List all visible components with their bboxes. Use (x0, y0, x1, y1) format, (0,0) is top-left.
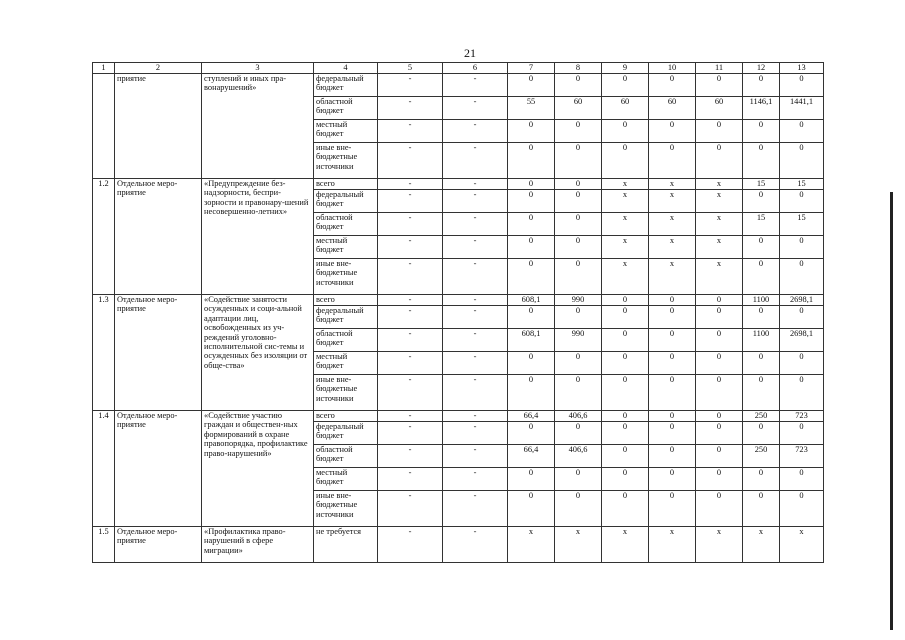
value-cell: 0 (508, 236, 555, 259)
value-cell: 0 (649, 445, 696, 468)
value-cell: 0 (555, 491, 602, 527)
row-index: 1.5 (93, 527, 115, 563)
measure-title: ступлений и иных пра-вонарушений» (202, 74, 314, 179)
value-cell: x (649, 259, 696, 295)
row-index: 1.3 (93, 295, 115, 411)
value-cell: 0 (649, 352, 696, 375)
value-cell: 0 (780, 190, 824, 213)
measure-title: «Содействие занятости осужденных и соци-альной адаптации лиц, освобожденных из уч-реждений уголовно-исполнительной сис-темы и осужденных без изоляции от обще-ства» (202, 295, 314, 411)
measure-type: Отдельное меро-приятие (115, 411, 202, 527)
value-cell: 0 (696, 352, 743, 375)
value-cell: 15 (780, 213, 824, 236)
col-header: 9 (602, 63, 649, 74)
value-cell: x (696, 213, 743, 236)
value-cell: 0 (780, 468, 824, 491)
value-cell: - (443, 236, 508, 259)
value-cell: 0 (743, 236, 780, 259)
value-cell: 0 (743, 120, 780, 143)
value-cell: 55 (508, 97, 555, 120)
value-cell: 0 (555, 259, 602, 295)
value-cell: x (602, 236, 649, 259)
value-cell: 723 (780, 411, 824, 422)
value-cell: 0 (649, 411, 696, 422)
funding-source: областной бюджет (314, 213, 378, 236)
value-cell: 0 (555, 143, 602, 179)
value-cell: 0 (696, 411, 743, 422)
value-cell: 60 (555, 97, 602, 120)
funding-source: федеральный бюджет (314, 422, 378, 445)
value-cell: 0 (602, 74, 649, 97)
value-cell: 0 (508, 120, 555, 143)
value-cell: 0 (743, 352, 780, 375)
value-cell: 0 (508, 213, 555, 236)
value-cell: 723 (780, 445, 824, 468)
col-header: 6 (443, 63, 508, 74)
value-cell: 0 (602, 411, 649, 422)
value-cell: 0 (649, 295, 696, 306)
value-cell: 0 (696, 74, 743, 97)
value-cell: x (602, 179, 649, 190)
measure-type: Отдельное меро-приятие (115, 179, 202, 295)
value-cell: 0 (696, 422, 743, 445)
value-cell: 0 (602, 306, 649, 329)
value-cell: - (378, 375, 443, 411)
value-cell: - (378, 236, 443, 259)
value-cell: 0 (508, 491, 555, 527)
value-cell: 0 (743, 375, 780, 411)
col-header: 10 (649, 63, 696, 74)
value-cell: 0 (649, 306, 696, 329)
value-cell: - (443, 411, 508, 422)
value-cell: 0 (508, 190, 555, 213)
value-cell: x (649, 179, 696, 190)
value-cell: 0 (649, 74, 696, 97)
value-cell: 0 (780, 236, 824, 259)
value-cell: 406,6 (555, 411, 602, 422)
value-cell: - (443, 120, 508, 143)
value-cell: 0 (555, 306, 602, 329)
value-cell: 0 (743, 259, 780, 295)
funding-source: иные вне-бюджетные источники (314, 259, 378, 295)
value-cell: 0 (602, 295, 649, 306)
funding-source: областной бюджет (314, 97, 378, 120)
value-cell: - (443, 527, 508, 563)
value-cell: 2698,1 (780, 329, 824, 352)
value-cell: 0 (743, 306, 780, 329)
value-cell: 0 (602, 143, 649, 179)
col-header: 13 (780, 63, 824, 74)
value-cell: 0 (780, 120, 824, 143)
value-cell: 0 (649, 468, 696, 491)
value-cell: 0 (508, 352, 555, 375)
value-cell: - (443, 190, 508, 213)
col-header: 7 (508, 63, 555, 74)
value-cell: 15 (743, 179, 780, 190)
value-cell: 0 (780, 352, 824, 375)
value-cell: x (649, 527, 696, 563)
value-cell: - (378, 97, 443, 120)
value-cell: x (696, 190, 743, 213)
value-cell: - (443, 74, 508, 97)
value-cell: 0 (743, 468, 780, 491)
value-cell: 0 (649, 422, 696, 445)
value-cell: 0 (649, 329, 696, 352)
value-cell: 1441,1 (780, 97, 824, 120)
value-cell: 0 (743, 74, 780, 97)
header-row (93, 63, 824, 74)
measure-title: «Предупреждение без-надзорности, беспри-зорности и правонару-шений несовершенно-летних» (202, 179, 314, 295)
value-cell: - (378, 190, 443, 213)
col-header: 2 (115, 63, 202, 74)
funding-source: всего (314, 411, 378, 422)
funding-source: областной бюджет (314, 445, 378, 468)
value-cell: 0 (602, 352, 649, 375)
value-cell: 0 (649, 375, 696, 411)
value-cell: 0 (696, 468, 743, 491)
value-cell: 0 (696, 375, 743, 411)
value-cell: 0 (555, 190, 602, 213)
value-cell: x (555, 527, 602, 563)
value-cell: - (378, 445, 443, 468)
value-cell: 0 (602, 468, 649, 491)
value-cell: - (378, 295, 443, 306)
value-cell: x (602, 527, 649, 563)
value-cell: - (378, 491, 443, 527)
funding-source: местный бюджет (314, 120, 378, 143)
value-cell: 250 (743, 445, 780, 468)
measure-title: «Профилактика право-нарушений в сфере миграции» (202, 527, 314, 563)
value-cell: 0 (780, 74, 824, 97)
value-cell: 1100 (743, 329, 780, 352)
value-cell: - (378, 329, 443, 352)
col-header: 5 (378, 63, 443, 74)
value-cell: 66,4 (508, 411, 555, 422)
value-cell: 0 (602, 491, 649, 527)
value-cell: 60 (602, 97, 649, 120)
value-cell: 608,1 (508, 295, 555, 306)
table-row (93, 295, 824, 306)
funding-source: иные вне-бюджетные источники (314, 143, 378, 179)
value-cell: 60 (696, 97, 743, 120)
funding-source: всего (314, 179, 378, 190)
funding-source: всего (314, 295, 378, 306)
value-cell: - (443, 468, 508, 491)
value-cell: x (649, 190, 696, 213)
funding-source: не требуется (314, 527, 378, 563)
table-row (93, 74, 824, 97)
value-cell: 2698,1 (780, 295, 824, 306)
value-cell: 0 (508, 306, 555, 329)
value-cell: 0 (696, 295, 743, 306)
value-cell: - (378, 352, 443, 375)
value-cell: 990 (555, 329, 602, 352)
row-index: 1.4 (93, 411, 115, 527)
value-cell: x (649, 213, 696, 236)
value-cell: 0 (555, 422, 602, 445)
funding-source: федеральный бюджет (314, 74, 378, 97)
value-cell: - (443, 295, 508, 306)
value-cell: 0 (508, 179, 555, 190)
measure-type: Отдельное меро-приятие (115, 527, 202, 563)
value-cell: 406,6 (555, 445, 602, 468)
value-cell: 0 (743, 190, 780, 213)
value-cell: x (696, 179, 743, 190)
value-cell: 0 (649, 120, 696, 143)
funding-source: областной бюджет (314, 329, 378, 352)
value-cell: 0 (602, 445, 649, 468)
value-cell: 0 (780, 422, 824, 445)
value-cell: 608,1 (508, 329, 555, 352)
value-cell: 15 (780, 179, 824, 190)
value-cell: 60 (649, 97, 696, 120)
value-cell: 0 (508, 422, 555, 445)
value-cell: 0 (780, 143, 824, 179)
value-cell: 1100 (743, 295, 780, 306)
value-cell: - (443, 213, 508, 236)
value-cell: 0 (555, 74, 602, 97)
value-cell: x (649, 236, 696, 259)
value-cell: 0 (780, 306, 824, 329)
value-cell: - (443, 329, 508, 352)
page-number: 21 (464, 46, 476, 60)
funding-source: иные вне-бюджетные источники (314, 491, 378, 527)
col-header: 3 (202, 63, 314, 74)
table-row (93, 527, 824, 563)
measure-title: «Содействие участию граждан и обществен-ных формирований в охране правопорядка, профилактике право-нарушений» (202, 411, 314, 527)
value-cell: 0 (696, 329, 743, 352)
value-cell: - (378, 120, 443, 143)
value-cell: - (378, 259, 443, 295)
value-cell: 0 (508, 259, 555, 295)
value-cell: - (443, 179, 508, 190)
value-cell: 0 (508, 143, 555, 179)
table-row (93, 179, 824, 190)
value-cell: 66,4 (508, 445, 555, 468)
value-cell: - (443, 445, 508, 468)
value-cell: 0 (508, 468, 555, 491)
value-cell: - (378, 179, 443, 190)
value-cell: - (378, 527, 443, 563)
value-cell: 0 (555, 468, 602, 491)
value-cell: - (443, 259, 508, 295)
value-cell: - (378, 306, 443, 329)
budget-table (92, 62, 824, 563)
value-cell: 0 (508, 74, 555, 97)
value-cell: 0 (555, 120, 602, 143)
value-cell: - (443, 143, 508, 179)
funding-source: местный бюджет (314, 468, 378, 491)
value-cell: 0 (602, 329, 649, 352)
value-cell: 0 (743, 491, 780, 527)
value-cell: 0 (696, 143, 743, 179)
page-edge-bar (890, 192, 893, 630)
table-body (93, 74, 824, 563)
value-cell: 0 (555, 236, 602, 259)
value-cell: x (743, 527, 780, 563)
col-header: 4 (314, 63, 378, 74)
value-cell: - (378, 213, 443, 236)
col-header: 12 (743, 63, 780, 74)
value-cell: 0 (780, 491, 824, 527)
value-cell: - (378, 143, 443, 179)
value-cell: 0 (780, 259, 824, 295)
value-cell: 0 (555, 179, 602, 190)
value-cell: 250 (743, 411, 780, 422)
value-cell: 0 (555, 375, 602, 411)
value-cell: 0 (555, 213, 602, 236)
funding-source: иные вне-бюджетные источники (314, 375, 378, 411)
value-cell: 1146,1 (743, 97, 780, 120)
value-cell: 0 (743, 143, 780, 179)
value-cell: x (602, 213, 649, 236)
value-cell: 0 (602, 120, 649, 143)
value-cell: 0 (508, 375, 555, 411)
value-cell: - (443, 422, 508, 445)
value-cell: x (696, 259, 743, 295)
value-cell: x (780, 527, 824, 563)
row-index (93, 74, 115, 179)
value-cell: 0 (696, 306, 743, 329)
value-cell: 990 (555, 295, 602, 306)
value-cell: - (378, 468, 443, 491)
funding-source: местный бюджет (314, 352, 378, 375)
value-cell: 0 (649, 491, 696, 527)
col-header: 11 (696, 63, 743, 74)
value-cell: - (378, 74, 443, 97)
value-cell: x (602, 190, 649, 213)
row-index: 1.2 (93, 179, 115, 295)
funding-source: федеральный бюджет (314, 190, 378, 213)
value-cell: 0 (649, 143, 696, 179)
value-cell: - (378, 422, 443, 445)
value-cell: - (378, 411, 443, 422)
value-cell: 0 (602, 375, 649, 411)
col-header: 1 (93, 63, 115, 74)
funding-source: федеральный бюджет (314, 306, 378, 329)
funding-source: местный бюджет (314, 236, 378, 259)
col-header: 8 (555, 63, 602, 74)
value-cell: x (602, 259, 649, 295)
value-cell: 0 (696, 445, 743, 468)
value-cell: - (443, 306, 508, 329)
measure-type: Отдельное меро-приятие (115, 295, 202, 411)
value-cell: x (696, 527, 743, 563)
value-cell: 15 (743, 213, 780, 236)
value-cell: - (443, 491, 508, 527)
value-cell: 0 (743, 422, 780, 445)
value-cell: 0 (555, 352, 602, 375)
value-cell: 0 (780, 375, 824, 411)
value-cell: 0 (696, 491, 743, 527)
table-row (93, 411, 824, 422)
measure-type: приятие (115, 74, 202, 179)
value-cell: - (443, 375, 508, 411)
value-cell: 0 (696, 120, 743, 143)
value-cell: - (443, 97, 508, 120)
value-cell: x (508, 527, 555, 563)
value-cell: 0 (602, 422, 649, 445)
value-cell: x (696, 236, 743, 259)
value-cell: - (443, 352, 508, 375)
